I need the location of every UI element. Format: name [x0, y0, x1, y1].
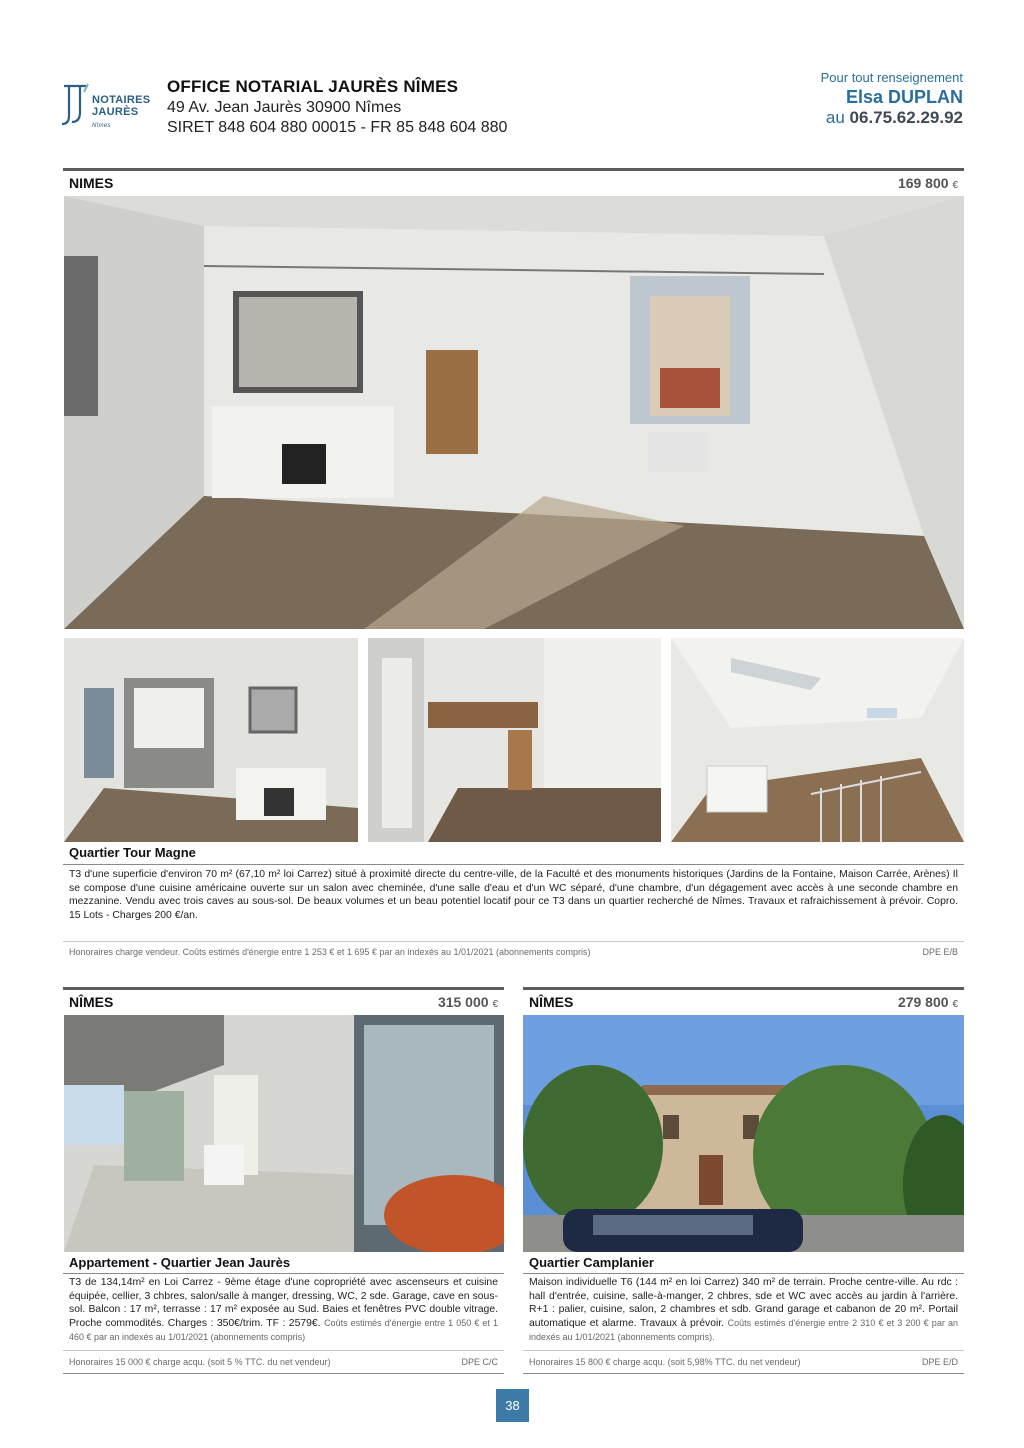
contact-phone[interactable]: au 06.75.62.29.92: [825, 108, 963, 127]
listing-1-dpe: DPE E/B: [922, 947, 958, 957]
listing-3-footer: [523, 1357, 964, 1367]
listing-3-footer-divider: [523, 1350, 964, 1351]
listing-1-divider: [63, 864, 964, 865]
listing-1-photo-kitchen[interactable]: [64, 638, 358, 842]
office-block: [167, 77, 507, 137]
listing-1-city: NIMES: [69, 174, 114, 191]
listing-3-price: 279 800 €: [897, 993, 958, 1010]
listing-3-subtitle: Quartier Camplanier: [529, 1255, 654, 1270]
listing-2-divider: [63, 1273, 504, 1274]
listing-1-header: [63, 168, 964, 194]
listing-1-photo-bedroom[interactable]: [671, 638, 964, 842]
office-logo: [60, 82, 160, 128]
listing-3-description: Maison individuelle T6 (144 m² en loi Carrez) 340 m² de terrain. Proche centre-ville. Au rdc : hall d'entrée, cuisine, salle-à-manger, 2 chbres, sde et WC avec accès au jardin à l'arrière. R+1 : palier, cuisine, salon, 2 chambres et sdb. Grand garage et cabanon de 20 m². Portail automatique et alarme. Travaux à prévoir. Coûts estimés d'énergie entre 2 310 € et 3 200 € par an indexés au 1/01/2021 (abonnements compris).: [529, 1277, 958, 1342]
contact-name: Elsa DUPLAN: [845, 87, 963, 107]
listing-3-divider: [523, 1273, 964, 1274]
office-name: OFFICE NOTARIAL JAURÈS NÎMES: [167, 77, 459, 96]
listing-3-header: [523, 987, 964, 1013]
listing-1-photo-mezzanine[interactable]: [368, 638, 661, 842]
logo-monogram-icon: [60, 82, 90, 128]
listing-1-price: 169 800 €: [897, 174, 958, 191]
logo-text: NOTAIRES JAURÈS Nîmes: [92, 94, 151, 129]
listing-2-energy: Coûts estimés d'énergie entre 1 050 € et 1 460 € par an indexés au 1/01/2021 (abonnements compris): [69, 1318, 498, 1342]
listing-1-footer-divider: [63, 941, 964, 942]
office-siret: SIRET 848 604 880 00015 - FR 85 848 604 880: [167, 119, 508, 136]
listing-2-fees: Honoraires 15 000 € charge acqu. (soit 5 % TTC. du net vendeur): [69, 1357, 331, 1367]
contact-block: [821, 70, 963, 128]
listing-1-subtitle: Quartier Tour Magne: [69, 845, 196, 860]
page-number: 38: [496, 1389, 529, 1422]
listing-2-footer-divider: [63, 1350, 504, 1351]
listing-3-dpe: DPE E/D: [921, 1357, 958, 1367]
listing-1-footer: [63, 947, 964, 957]
listing-1-description: T3 d'une superficie d'environ 70 m² (67,10 m² loi Carrez) situé à proximité directe du centre-ville, de la Faculté et des monuments historiques (Jardins de la Fontaine, Maison Carrée, Arènes) Il se compose d'une cuisine américaine ouverte sur un salon avec cheminée, d'une salle d'eau et d'un WC séparé, d'une chambre, d'un dégagement avec accès à une seconde chambre en mezzanine. Vendu avec trois caves au sous-sol. De beaux volumes et un beau potentiel locatif pour ce T3 dans un quartier recherché de Nîmes. Travaux et rafraichissement à prévoir. Copro. 15 Lots - Charges 200 €/an.: [69, 869, 958, 922]
listing-3-city: NÎMES: [529, 993, 574, 1010]
listing-3-photo-house[interactable]: [523, 1015, 964, 1252]
listing-3-energy: Coûts estimés d'énergie entre 2 310 € et 3 200 € par an indexés au 1/01/2021 (abonnements compris).: [529, 1318, 958, 1342]
listing-2-photo-terrace[interactable]: [64, 1015, 504, 1252]
listing-2-price: 315 000 €: [437, 993, 498, 1010]
contact-label: Pour tout renseignement: [820, 70, 963, 85]
listing-2-bottom-rule: [63, 1373, 504, 1374]
listing-2-description: T3 de 134,14m² en Loi Carrez - 9ème étage d'une copropriété avec ascenseurs et cuisine équipée, cellier, 3 chbres, salon/salle à manger, dressing, WC, 2 sde. Garage, cave en sous-sol. Balcon : 17 m², terrasse : 17 m² exposée au Sud. Baies et fenêtres PVC double vitrage. Proche commodités. Charges : 350€/trim. TF : 2579€. Coûts estimés d'énergie entre 1 050 € et 1 460 € par an indexés au 1/01/2021 (abonnements compris): [69, 1277, 498, 1342]
listing-2-header: [63, 987, 504, 1013]
listing-2-subtitle: Appartement - Quartier Jean Jaurès: [69, 1255, 291, 1270]
listing-3-fees: Honoraires 15 800 € charge acqu. (soit 5,98% TTC. du net vendeur): [529, 1357, 801, 1367]
office-address: 49 Av. Jean Jaurès 30900 Nîmes: [167, 99, 402, 116]
listing-2-footer: [63, 1357, 504, 1367]
listing-1-fees: Honoraires charge vendeur. Coûts estimés d'énergie entre 1 253 € et 1 695 € par an indexés au 1/01/2021 (abonnements compris): [69, 947, 591, 957]
listing-2-city: NÎMES: [69, 993, 114, 1010]
listing-3-bottom-rule: [523, 1373, 964, 1374]
listing-1-main-photo[interactable]: [64, 196, 964, 629]
listing-2-dpe: DPE C/C: [461, 1357, 498, 1367]
